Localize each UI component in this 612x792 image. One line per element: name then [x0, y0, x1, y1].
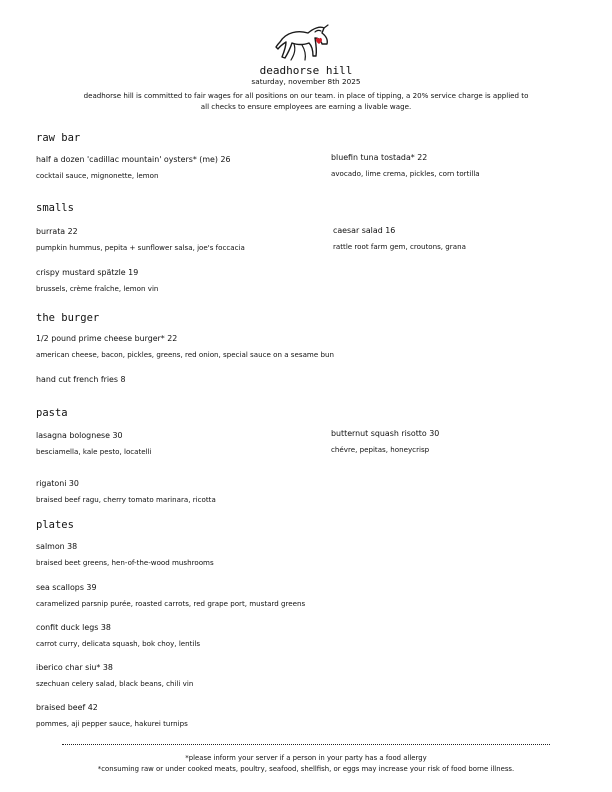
menu-item-rigatoni: rigatoni 30 — [36, 479, 79, 488]
menu-item-desc-risotto: chévre, pepitas, honeycrisp — [331, 445, 430, 454]
menu-date: saturday, november 8th 2025 — [251, 77, 361, 86]
footer-divider — [62, 744, 550, 745]
menu-item-french-fries: hand cut french fries 8 — [36, 375, 126, 384]
menu-item-lasagna: lasagna bolognese 30 — [36, 431, 123, 440]
raw-food-note: *consuming raw or under cooked meats, poultry, seafood, shellfish, or eggs may increase your risk of food borne illness. — [97, 765, 515, 773]
service-charge-note-line1: deadhorse hill is committed to fair wages for all positions on our team. in place of tipping, a 20% service charge is applied to — [83, 91, 529, 100]
menu-item-oysters: half a dozen 'cadillac mountain' oysters* (me) 26 — [36, 155, 231, 164]
menu-item-desc-cheese-burger: american cheese, bacon, pickles, greens, red onion, special sauce on a sesame bun — [36, 350, 334, 359]
menu-item-desc-lasagna: besciamella, kale pesto, locatelli — [36, 447, 152, 456]
menu-item-burrata: burrata 22 — [36, 227, 78, 236]
menu-item-braised-beef: braised beef 42 — [36, 703, 98, 712]
menu-item-caesar-salad: caesar salad 16 — [333, 226, 396, 235]
menu-item-salmon: salmon 38 — [36, 542, 78, 551]
menu-item-sea-scallops: sea scallops 39 — [36, 583, 97, 592]
menu-item-desc-caesar-salad: rattle root farm gem, croutons, grana — [333, 242, 466, 251]
menu-item-desc-rigatoni: braised beef ragu, cherry tomato marinara, ricotta — [36, 495, 216, 504]
horse-logo-icon — [272, 22, 338, 64]
menu-item-duck-legs: confit duck legs 38 — [36, 623, 111, 632]
allergy-note: *please inform your server if a person in your party has a food allergy — [185, 754, 427, 762]
section-title-plates: plates — [36, 519, 74, 531]
section-title-smalls: smalls — [36, 202, 74, 214]
section-title-pasta: pasta — [36, 407, 68, 419]
menu-item-tuna-tostada: bluefin tuna tostada* 22 — [331, 153, 428, 162]
menu-item-desc-oysters: cocktail sauce, mignonette, lemon — [36, 171, 159, 180]
service-charge-note — [0, 91, 612, 112]
menu-item-desc-braised-beef: pommes, aji pepper sauce, hakurei turnips — [36, 719, 188, 728]
menu-item-cheese-burger: 1/2 pound prime cheese burger* 22 — [36, 334, 178, 343]
section-title-raw-bar: raw bar — [36, 132, 81, 144]
menu-item-desc-salmon: braised beet greens, hen-of-the-wood mushrooms — [36, 558, 214, 567]
menu-item-desc-char-siu: szechuan celery salad, black beans, chili vin — [36, 679, 194, 688]
menu-item-desc-spatzle: brussels, crème fraîche, lemon vin — [36, 284, 159, 293]
menu-item-risotto: butternut squash risotto 30 — [331, 429, 440, 438]
menu-item-spatzle: crispy mustard spätzle 19 — [36, 268, 139, 277]
menu-item-desc-sea-scallops: caramelized parsnip purée, roasted carrots, red grape port, mustard greens — [36, 599, 306, 608]
menu-item-desc-tuna-tostada: avocado, lime crema, pickles, corn tortilla — [331, 169, 480, 178]
restaurant-title: deadhorse hill — [259, 64, 353, 77]
menu-item-desc-duck-legs: carrot curry, delicata squash, bok choy, lentils — [36, 639, 201, 648]
menu-item-desc-burrata: pumpkin hummus, pepita + sunflower salsa, joe's foccacia — [36, 243, 245, 252]
service-charge-note-line2: all checks to ensure employees are earning a livable wage. — [200, 101, 412, 111]
menu-item-char-siu: iberico char siu* 38 — [36, 663, 113, 672]
section-title-burger: the burger — [36, 312, 100, 324]
